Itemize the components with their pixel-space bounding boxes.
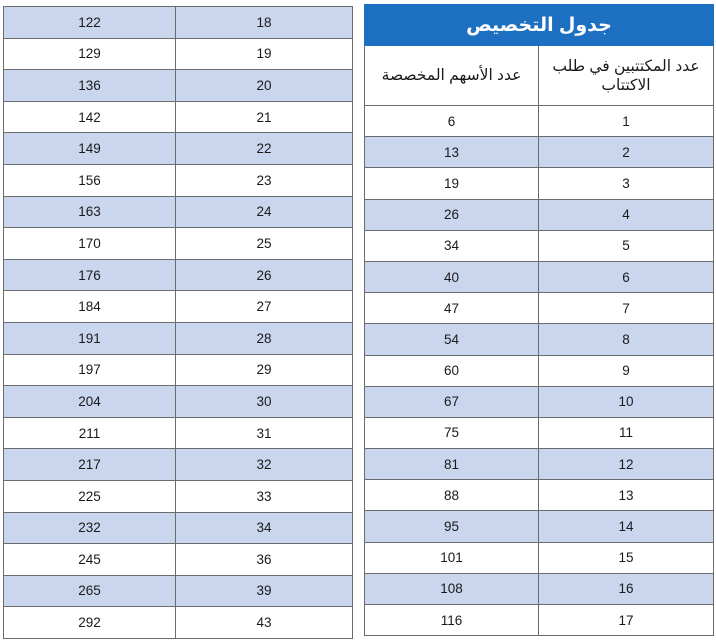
- subscribers-cell: 34: [176, 512, 353, 544]
- subscribers-cell: 25: [176, 228, 353, 260]
- table-row: [365, 199, 714, 230]
- shares-cell: 176: [4, 259, 176, 291]
- table-row: [365, 542, 714, 573]
- table-row: [365, 480, 714, 511]
- allocation-table-body: [365, 106, 714, 636]
- shares-cell: 245: [4, 544, 176, 576]
- subscribers-cell: 23: [176, 164, 353, 196]
- shares-cell: 232: [4, 512, 176, 544]
- table-row: [365, 355, 714, 386]
- table-row: [365, 230, 714, 261]
- shares-cell: 170: [4, 228, 176, 260]
- shares-cell: 142: [4, 101, 176, 133]
- table-row: [365, 386, 714, 417]
- table-row: [4, 322, 353, 354]
- subscribers-cell: 43: [176, 607, 353, 639]
- shares-cell: 149: [4, 133, 176, 165]
- subscribers-cell: 9: [539, 355, 714, 386]
- shares-cell: 292: [4, 607, 176, 639]
- allocation-header-row: [365, 46, 714, 106]
- subscribers-column-header: عدد المكتتبين في طلب الاكتتاب: [539, 46, 714, 106]
- table-row: [365, 573, 714, 604]
- shares-cell: 6: [365, 106, 539, 137]
- continuation-table: [3, 6, 353, 639]
- subscribers-cell: 5: [539, 230, 714, 261]
- shares-cell: 156: [4, 164, 176, 196]
- shares-cell: 197: [4, 354, 176, 386]
- shares-cell: 136: [4, 70, 176, 102]
- subscribers-cell: 27: [176, 291, 353, 323]
- shares-column-header: عدد الأسهم المخصصة: [365, 46, 539, 106]
- table-row: [365, 293, 714, 324]
- subscribers-cell: 6: [539, 261, 714, 292]
- table-row: [4, 575, 353, 607]
- table-row: [4, 70, 353, 102]
- table-row: [4, 259, 353, 291]
- shares-cell: 67: [365, 386, 539, 417]
- shares-cell: 108: [365, 573, 539, 604]
- shares-cell: 225: [4, 480, 176, 512]
- table-row: [4, 228, 353, 260]
- subscribers-cell: 36: [176, 544, 353, 576]
- shares-cell: 217: [4, 449, 176, 481]
- subscribers-cell: 29: [176, 354, 353, 386]
- table-row: [4, 133, 353, 165]
- subscribers-cell: 21: [176, 101, 353, 133]
- subscribers-cell: 22: [176, 133, 353, 165]
- subscribers-cell: 2: [539, 137, 714, 168]
- table-row: [365, 449, 714, 480]
- shares-cell: 211: [4, 417, 176, 449]
- table-row: [365, 605, 714, 636]
- subscribers-cell: 32: [176, 449, 353, 481]
- table-row: [4, 512, 353, 544]
- table-row: [4, 291, 353, 323]
- subscribers-cell: 33: [176, 480, 353, 512]
- table-row: [4, 101, 353, 133]
- subscribers-cell: 31: [176, 417, 353, 449]
- shares-cell: 116: [365, 605, 539, 636]
- table-row: [4, 417, 353, 449]
- table-row: [4, 196, 353, 228]
- table-row: [365, 137, 714, 168]
- subscribers-cell: 30: [176, 386, 353, 418]
- subscribers-cell: 12: [539, 449, 714, 480]
- allocation-title-row: [365, 5, 714, 46]
- shares-cell: 81: [365, 449, 539, 480]
- continuation-table-body: [4, 7, 353, 639]
- shares-cell: 19: [365, 168, 539, 199]
- subscribers-cell: 7: [539, 293, 714, 324]
- subscribers-cell: 15: [539, 542, 714, 573]
- shares-cell: 34: [365, 230, 539, 261]
- table-row: [365, 261, 714, 292]
- table-row: [4, 480, 353, 512]
- subscribers-cell: 17: [539, 605, 714, 636]
- table-row: [365, 417, 714, 448]
- allocation-table: [364, 4, 714, 636]
- subscribers-cell: 11: [539, 417, 714, 448]
- table-row: [4, 449, 353, 481]
- shares-cell: 95: [365, 511, 539, 542]
- subscribers-cell: 16: [539, 573, 714, 604]
- subscribers-cell: 26: [176, 259, 353, 291]
- table-row: [365, 511, 714, 542]
- table-row: [4, 607, 353, 639]
- subscribers-cell: 24: [176, 196, 353, 228]
- shares-cell: 75: [365, 417, 539, 448]
- shares-cell: 191: [4, 322, 176, 354]
- subscribers-cell: 18: [176, 7, 353, 39]
- shares-cell: 54: [365, 324, 539, 355]
- subscribers-cell: 19: [176, 38, 353, 70]
- shares-cell: 129: [4, 38, 176, 70]
- table-row: [365, 324, 714, 355]
- subscribers-cell: 28: [176, 322, 353, 354]
- table-row: [4, 164, 353, 196]
- shares-cell: 60: [365, 355, 539, 386]
- shares-cell: 13: [365, 137, 539, 168]
- table-row: [4, 544, 353, 576]
- subscribers-cell: 1: [539, 106, 714, 137]
- allocation-table-title: جدول التخصيص: [365, 5, 714, 46]
- shares-cell: 204: [4, 386, 176, 418]
- shares-cell: 88: [365, 480, 539, 511]
- subscribers-cell: 39: [176, 575, 353, 607]
- subscribers-cell: 8: [539, 324, 714, 355]
- shares-cell: 101: [365, 542, 539, 573]
- shares-cell: 163: [4, 196, 176, 228]
- shares-cell: 122: [4, 7, 176, 39]
- table-row: [4, 7, 353, 39]
- shares-cell: 47: [365, 293, 539, 324]
- subscribers-cell: 14: [539, 511, 714, 542]
- table-row: [4, 386, 353, 418]
- shares-cell: 184: [4, 291, 176, 323]
- subscribers-cell: 20: [176, 70, 353, 102]
- table-row: [4, 38, 353, 70]
- shares-cell: 265: [4, 575, 176, 607]
- subscribers-cell: 10: [539, 386, 714, 417]
- subscribers-cell: 13: [539, 480, 714, 511]
- shares-cell: 40: [365, 261, 539, 292]
- table-row: [365, 168, 714, 199]
- table-row: [4, 354, 353, 386]
- subscribers-cell: 3: [539, 168, 714, 199]
- subscribers-cell: 4: [539, 199, 714, 230]
- table-row: [365, 106, 714, 137]
- shares-cell: 26: [365, 199, 539, 230]
